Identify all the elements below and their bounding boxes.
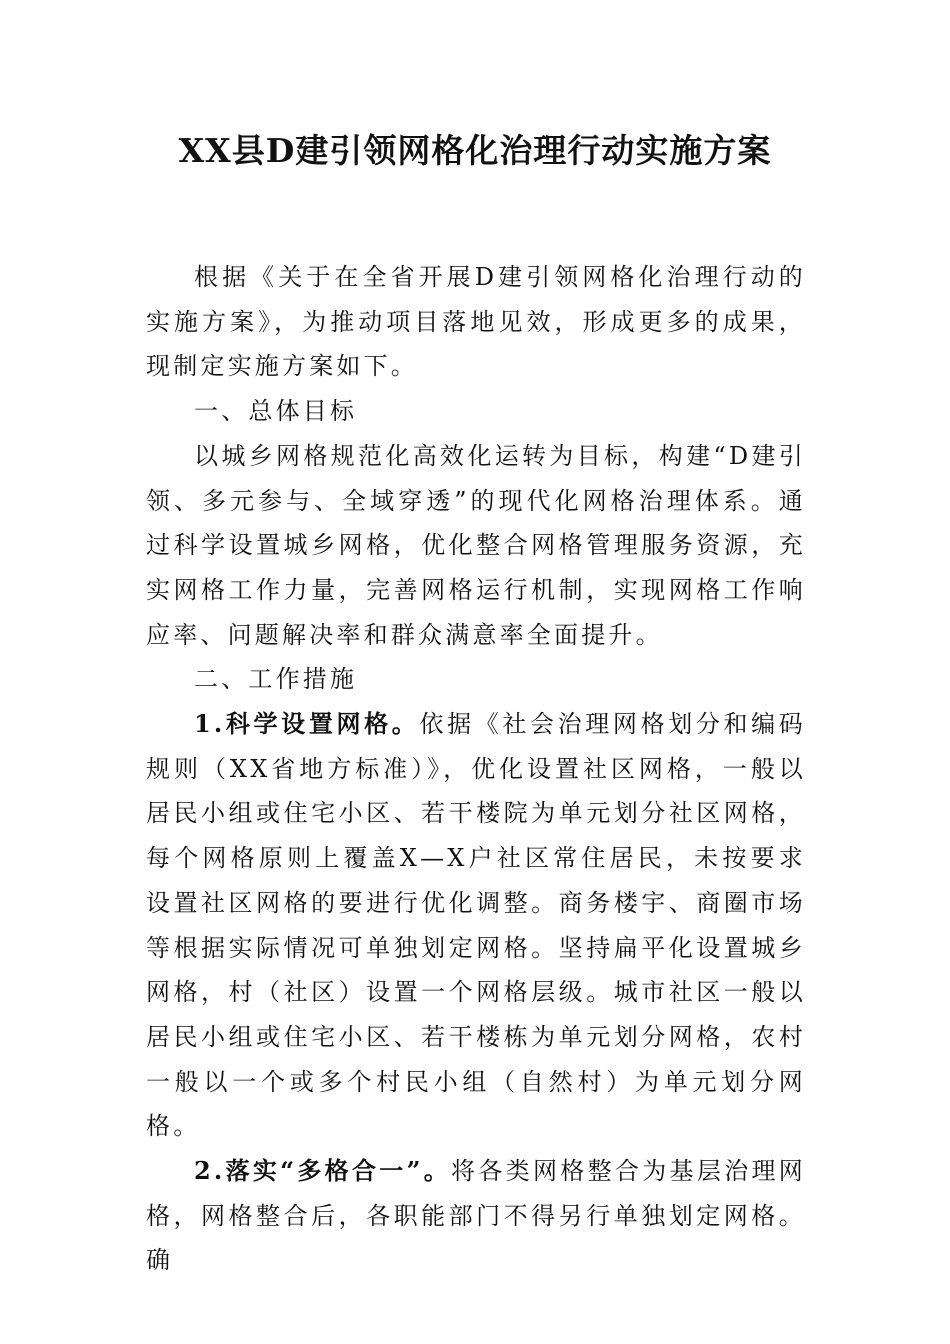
measure-item-1-text: 依据《社会治理网格划分和编码规则（XX省地方标准）》，优化设置社区网格，一般以居民小组或住宅小区、若干楼院为单元划分社区网格，每个网格原则上覆盖X—X户社区常住居民，未按要求设置社区网格的要进行优化调整。商务楼宇、商圈市场等根据实际情况可单独划定网格。坚持扁平化设置城乡网格，村（社区）设置一个网格层级。城市社区一般以居民小组或住宅小区、若干楼栋为单元划分网格，农村一般以一个或多个村民小组（自然村）为单元划分网格。	[146, 710, 806, 1141]
section-heading-measures: 二、工作措施	[194, 665, 358, 694]
measure-item-1-lead: 1.科学设置网格。	[194, 709, 420, 739]
measure-item-2-lead: 2.落实“多格合一”。	[194, 1156, 452, 1186]
document-body	[146, 255, 806, 1283]
document-title: XX县D建引领网格化治理行动实施方案	[178, 131, 772, 170]
goals-paragraph: 以城乡网格规范化高效化运转为目标，构建“D建引领、多元参与、全域穿透”的现代化网格治理体系。通过科学设置城乡网格，优化整合网格管理服务资源，充实网格工作力量，完善网格运行机制，实现网格工作响应率、问题解决率和群众满意率全面提升。	[146, 441, 806, 649]
section-heading-goals: 一、总体目标	[194, 397, 358, 426]
measure-item-2-text: 将各类网格整合为基层治理网格，网格整合后，各职能部门不得另行单独划定网格。确	[146, 1157, 806, 1275]
measure-item-1	[146, 702, 806, 1149]
intro-paragraph: 根据《关于在全省开展D建引领网格化治理行动的实施方案》，为推动项目落地见效，形成更多的成果，现制定实施方案如下。	[146, 263, 806, 381]
measure-item-2	[146, 1149, 806, 1283]
